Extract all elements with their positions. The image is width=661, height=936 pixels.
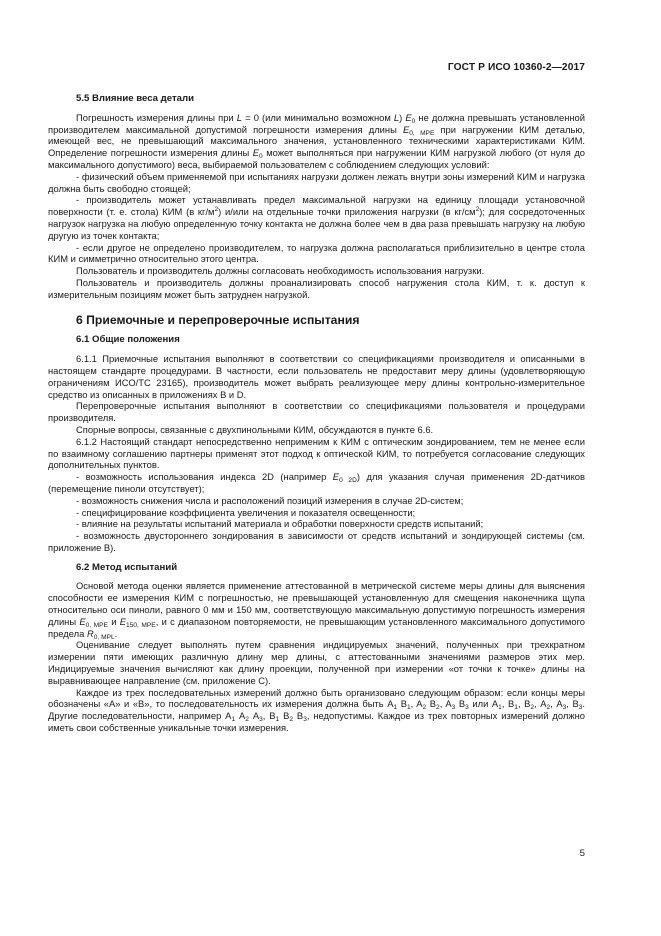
list-item: - производитель может устанавливать предел максимальной нагрузки на единицу площади установочной поверхности (т. е. стола) КИМ (в $кг/м^2$) и/или на отдельные точки приложения нагрузки (в $кг/см^2$); для сосредоточенных нагрузок нагрузка на любую определенную точку контакта не должна более чем в два раза превышать нагрузку на любую другую из точек контакта; [48,194,585,241]
document-body [48,93,585,734]
paragraph: 6.1.1 Приемочные испытания выполняют в соответствии со спецификациями производителя и описанными в настоящем стандарте процедурами. В частности, если пользователь не предоставит меру длины (удовлетворяющую ограничениям ИСО/ТС 23165), производитель может выбрать реализующее меру длины контрольно-измерительное средство из описанных в приложениях В и D. [48,353,585,400]
paragraph: Пользователь и производитель должны согласовать необходимость использования нагрузки. [76,265,485,277]
document-header: ГОСТ Р ИСО 10360-2—2017 [447,62,585,73]
list-item: - возможность использования индекса 2D (например $E_{0 2D}$) для указания случая применения 2D-датчиков (перемещение пиноли отсутствует); [48,471,585,494]
section-5-5-heading: 5.5 Влияние веса детали [76,93,194,104]
paragraph: Основой метода оценки является применение аттестованной в метрической системе меры длины для выяснения способности ее измерения КИМ с погрешностью, не превышающей установленную для смещения наконечника щупа относительно оси пиноли, равного 0 мм и 150 мм, соответствующую максимальную допустимую погрешность измерения длины $E_{0, MPE}$ и $E_{150, MPE}$, и с диапазоном повторяемости, не превышающим установленного максимального допустимого предела $R_{0, MPL}$. [48,580,586,641]
paragraph: Оценивание следует выполнять путем сравнения индицируемых значений, полученных при трехкратном измерении пяти имеющих различную длину мер длины, с аттестованными значениями размеров этих мер. Индицируемые значения вычисляют как длину проекции, полученной при измерении «от точки к точке» длины на выравнивающее направление (см. приложение С). [48,639,585,686]
paragraph: Спорные вопросы, связанные с двухпинольными КИМ, обсуждаются в пункте 6.6. [76,423,434,435]
paragraph: Каждое из трех последовательных измерений должно быть организовано следующим образом: если концы меры обозначены «А» и «В», то последовательность их измерения должна быть $А_1$ $B_1$, $A_2$ $B_2$, $A_3$ $B_3$ или $А_1$, $В_1$, $В_2$, $А_2$, $А_3$, $В_3$. Другие последовательности, например $А_1$ $А_2$ $А_3$, $В_1$ $В_2$ $В_3$, недопустимы. Каждое из трех повторных измерений должно иметь свои собственные уникальные точки измерения. [48,686,586,734]
section-6-1-heading: 6.1 Общие положения [76,334,180,346]
list-item: - физический объем применяемой при испытаниях нагрузки должен лежать внутри зоны измерений КИМ и нагрузка должна быть свободно стоящей; [48,170,585,194]
paragraph: Пользователь и производитель должны проанализировать способ нагружения стола КИМ, т. к. доступ к измерительным позициям может быть затруднен нагрузкой. [48,276,585,300]
list-item: - возможность двустороннего зондирования в зависимости от средств испытаний и зондирующей системы (см. приложение В). [48,530,585,553]
section-6-heading: 6 Приемочные и перепроверочные испытания [76,312,360,327]
list-item: - влияние на результаты испытаний материала и обработки поверхности средств испытаний; [76,518,484,530]
paragraph: 6.1.2 Настоящий стандарт непосредственно неприменим к КИМ с оптическим зондированием, тем не менее если по взаимному соглашению партнеры применят этот подход к оптической КИМ, то потребуется согласование следующих дополнительных пунктов. [48,435,585,471]
list-item: - если другое не определено производителем, то нагрузка должна располагаться приблизительно в центре стола КИМ и симметрично относительно этого центра. [48,241,585,265]
list-item: - специфицирование коэффициента увеличения и показателя освещенности; [76,506,416,518]
paragraph: Перепроверочные испытания выполняют в соответствии со спецификациями пользователя и процедурами производителя. [48,400,585,424]
page-number: 5 [579,848,585,859]
paragraph: Погрешность измерения длины при L = 0 (или минимально возможном L) $E_0$ не должна превышать установленной производителем максимальной допустимой погрешности измерения длины $E_{0, MPE}$ при нагружении КИМ деталью, имеющей вес, не превышающий максимального значения, установленного техническими характеристиками КИМ. Определение погрешности измерения длины $E_0$ может выполняться при нагружении КИМ нагрузкой любого (от нуля до максимального допустимого) веса, выбираемой пользователем с соблюдением следующих условий: [48,111,586,170]
section-6-2-heading: 6.2 Метод испытаний [76,561,178,573]
list-item: - возможность снижения числа и расположений позиций измерения в случае 2D-систем; [76,494,464,506]
